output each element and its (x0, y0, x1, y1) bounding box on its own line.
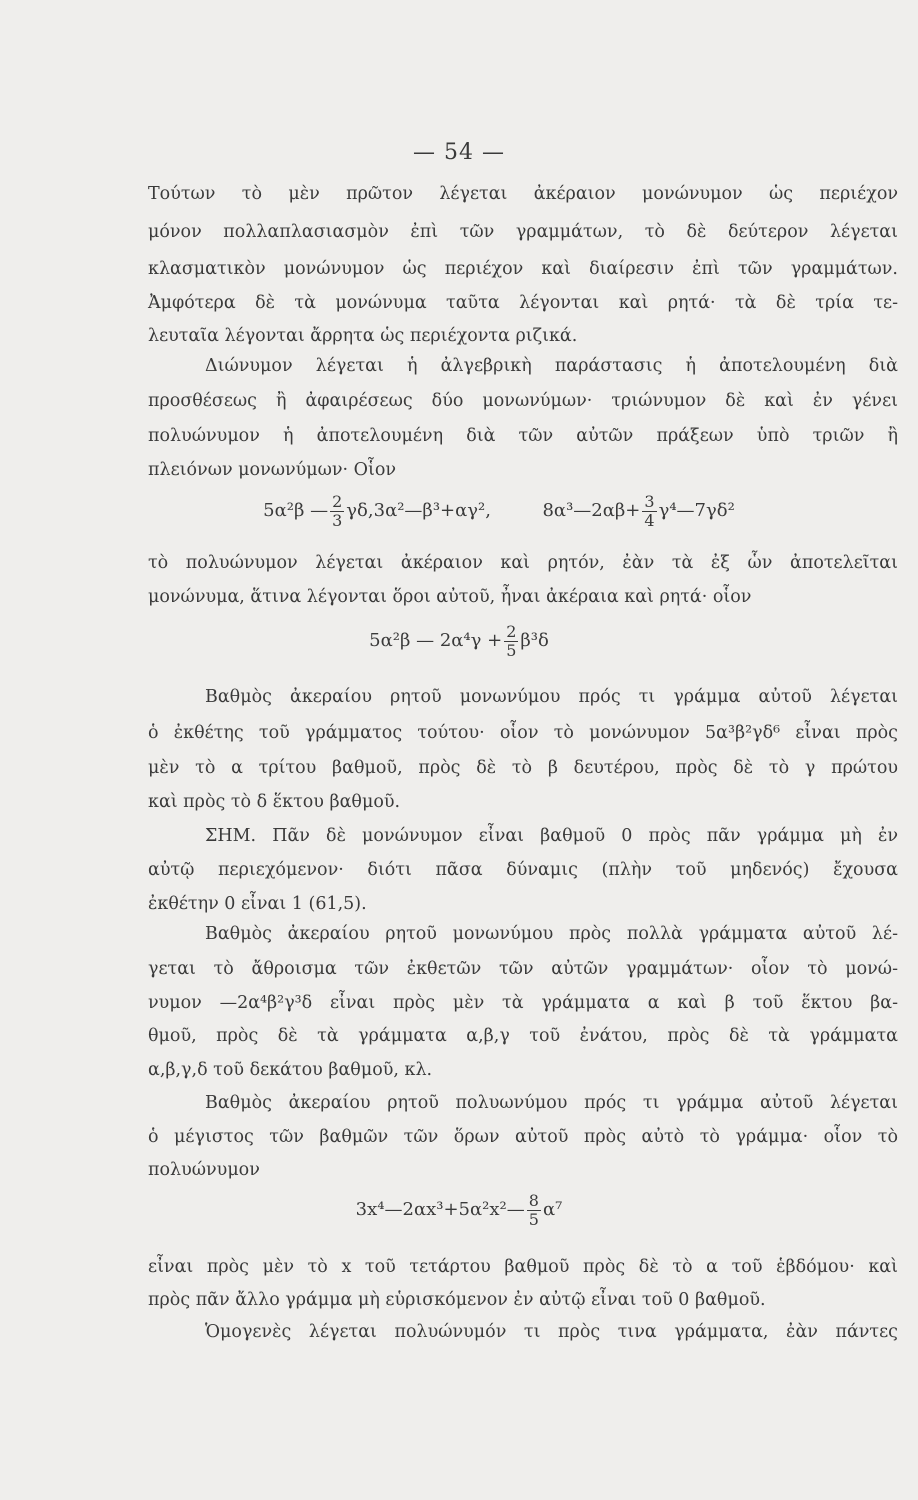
text-line: πρὸς πᾶν ἄλλο γράμμα μὴ εὑρισκόμενον ἐν αὐτῷ εἶναι τοῦ 0 βαθμοῦ. (148, 1290, 766, 1310)
fraction: $\frac{2}{5}$ (506, 622, 517, 660)
text-line: Τούτων τὸ μὲν πρῶτον λέγεται ἀκέραιον μονώνυμον ὡς περιέχον (148, 184, 898, 204)
text-line: ΣΗΜ. Πᾶν δὲ μονώνυμον εἶναι βαθμοῦ 0 πρὸς πᾶν γράμμα μὴ ἐν (205, 826, 898, 846)
text-line: Διώνυμον λέγεται ἡ ἀλγεβρικὴ παράστασις ἡ ἀποτελουμένη διὰ (205, 356, 898, 376)
fraction: $\frac{2}{3}$ (332, 492, 343, 530)
formula-part: γδ,3α²—β³+αγ², (346, 500, 491, 522)
text-line: λευταῖα λέγονται ἄρρητα ὡς περιέχοντα ριζικά. (148, 326, 578, 346)
text-line: μονώνυμα, ἅτινα λέγονται ὅροι αὐτοῦ, ἦναι ἀκέραια καὶ ρητά· οἷον (148, 587, 752, 607)
text-line: α,β,γ,δ τοῦ δεκάτου βαθμοῦ, κλ. (148, 1060, 433, 1080)
fraction: $\frac{3}{4}$ (644, 492, 655, 530)
text-line: θμοῦ, πρὸς δὲ τὰ γράμματα α,β,γ τοῦ ἐνάτου, πρὸς δὲ τὰ γράμματα (148, 1026, 898, 1046)
formula-part: 5α²β — 2α⁴γ + (369, 630, 503, 652)
text-line: μὲν τὸ α τρίτου βαθμοῦ, πρὸς δὲ τὸ β δευτέρου, πρὸς δὲ τὸ γ πρώτου (148, 758, 898, 778)
text-line: Βαθμὸς ἀκεραίου ρητοῦ πολυωνύμου πρός τι γράμμα αὐτοῦ λέγεται (205, 1093, 898, 1113)
text-line: γεται τὸ ἄθροισμα τῶν ἐκθετῶν τῶν αὐτῶν γραμμάτων· οἷον τὸ μονώ- (148, 959, 898, 979)
text-line: μόνον πολλαπλασιασμὸν ἐπὶ τῶν γραμμάτων, τὸ δὲ δεύτερον λέγεται (148, 222, 898, 242)
page-number: — 54 — (413, 140, 505, 165)
text-line: καὶ πρὸς τὸ δ ἕκτου βαθμοῦ. (148, 792, 401, 812)
text-line: εἶναι πρὸς μὲν τὸ x τοῦ τετάρτου βαθμοῦ πρὸς δὲ τὸ α τοῦ ἑβδόμου· καὶ (148, 1257, 898, 1277)
formula-part: 3x⁴—2αx³+5α²x²— (355, 1199, 525, 1221)
text-line: ὁ ἐκθέτης τοῦ γράμματος τούτου· οἷον τὸ μονώνυμον 5α³β²γδ⁶ εἶναι πρὸς (148, 723, 898, 743)
text-line: ἐκθέτην 0 εἶναι 1 (61,5). (148, 894, 367, 914)
text-line: πολυώνυμον ἡ ἀποτελουμένη διὰ τῶν αὐτῶν πράξεων ὑπὸ τριῶν ἢ (148, 426, 898, 446)
text-line: πλειόνων μονωνύμων· Οἷον (148, 460, 397, 480)
text-line: κλασματικὸν μονώνυμον ὡς περιέχον καὶ διαίρεσιν ἐπὶ τῶν γραμμάτων. (148, 259, 898, 279)
formula-part: β³δ (520, 630, 549, 652)
formula-part: α⁷ (542, 1199, 563, 1221)
text-line: προσθέσεως ἢ ἀφαιρέσεως δύο μονωνύμων· τριώνυμον δὲ καὶ ἐν γένει (148, 391, 898, 411)
text-line: ὁ μέγιστος τῶν βαθμῶν τῶν ὅρων αὐτοῦ πρὸς αὐτὸ τὸ γράμμα· οἷον τὸ (148, 1127, 898, 1147)
formula-1 (40, 493, 918, 529)
text-line: Ὁμογενὲς λέγεται πολυώνυμόν τι πρὸς τινα γράμματα, ἐὰν πάντες (205, 1322, 898, 1342)
text-line: Ἀμφότερα δὲ τὰ μονώνυμα ταῦτα λέγονται καὶ ρητά· τὰ δὲ τρία τε- (148, 293, 898, 313)
text-line: πολυώνυμον (148, 1160, 260, 1180)
text-line: αὐτῷ περιεχόμενον· διότι πᾶσα δύναμις (πλὴν τοῦ μηδενός) ἔχουσα (148, 860, 898, 880)
formula-part: 8α³—2αβ+ (542, 500, 641, 522)
text-line: τὸ πολυώνυμον λέγεται ἀκέραιον καὶ ρητόν, ἐὰν τὰ ἐξ ὧν ἀποτελεῖται (148, 553, 898, 573)
text-line: Βαθμὸς ἀκεραίου ρητοῦ μονωνύμου πρὸς πολλὰ γράμματα αὐτοῦ λέ- (205, 924, 898, 944)
text-line: Βαθμὸς ἀκεραίου ρητοῦ μονωνύμου πρός τι γράμμα αὐτοῦ λέγεται (205, 687, 898, 707)
formula-3 (0, 1192, 918, 1228)
fraction: $\frac{8}{5}$ (528, 1191, 539, 1229)
text-line: νυμον —2α⁴β²γ³δ εἶναι πρὸς μὲν τὰ γράμματα α καὶ β τοῦ ἕκτου βα- (148, 993, 898, 1013)
formula-part: 5α²β — (263, 500, 329, 522)
formula-part: γ⁴—7γδ² (658, 500, 735, 522)
formula-2 (0, 623, 918, 659)
